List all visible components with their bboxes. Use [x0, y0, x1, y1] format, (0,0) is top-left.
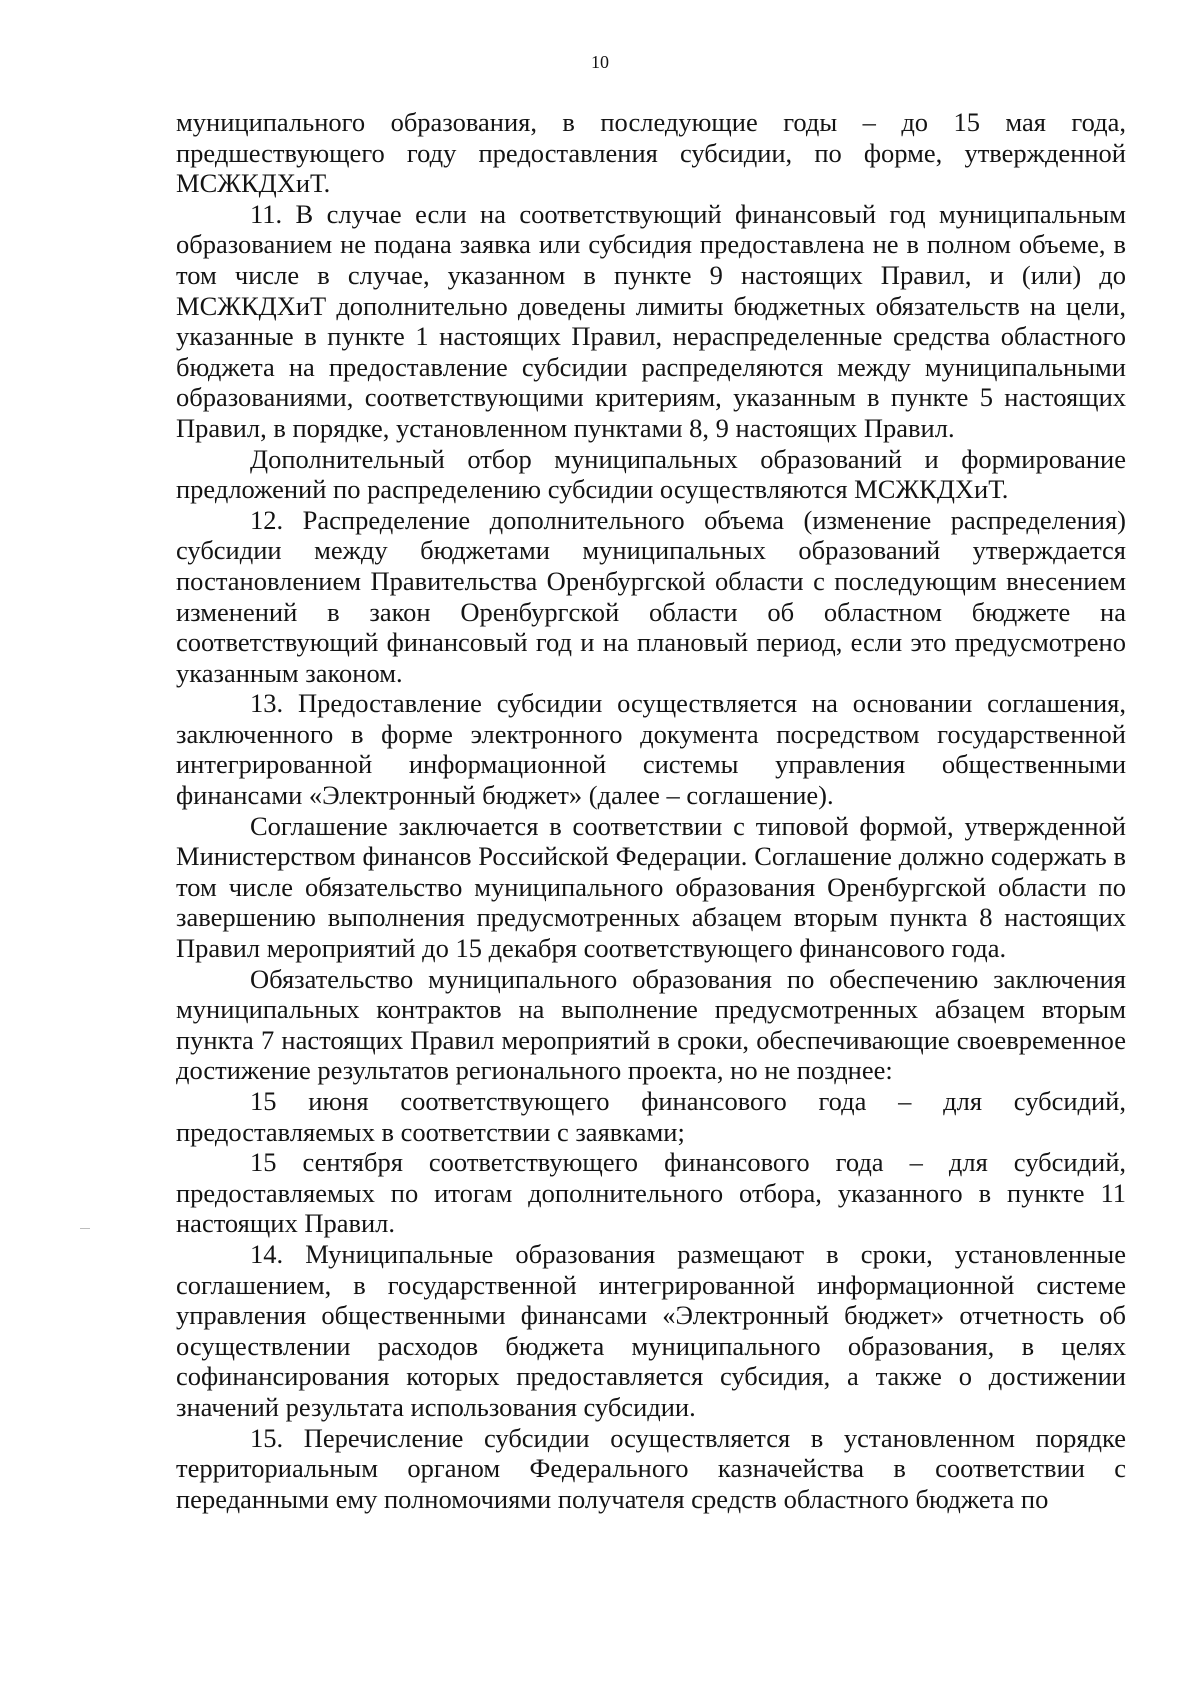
paragraph-agreement: Соглашение заключается в соответствии с типовой формой, утвержденной Министерством финансов Российской Федерации. Соглашение должно содержать в том числе обязательство муниципального образования Оренбургской области по завершению выполнения предусмотренных абзацем вторым пункта 8 настоящих Правил мероприятий до 15 декабря соответствующего финансового года.: [176, 810, 1126, 964]
paragraph-clause-13: 13. Предоставление субсидии осуществляется на основании соглашения, заключенного в форме электронного документа посредством государственной интегрированной информационной системы управления общественными финансами «Электронный бюджет» (далее – соглашение).: [176, 688, 1126, 811]
paragraph-continuation: муниципального образования, в последующие годы – до 15 мая года, предшествующего году предоставления субсидии, по форме, утвержденной МСЖКДХиТ.: [176, 107, 1126, 199]
paragraph-clause-12: 12. Распределение дополнительного объема (изменение распределения) субсидии между бюджетами муниципальных образований утверждается постановлением Правительства Оренбургской области с последующим внесением изменений в закон Оренбургской области об областном бюджете на соответствующий финансовый год и на плановый период, если это предусмотрено указанным законом.: [176, 504, 1126, 688]
paragraph-clause-11: 11. В случае если на соответствующий финансовый год муниципальным образованием не подана заявка или субсидия предоставлена не в полном объеме, в том числе в случае, указанном в пункте 9 настоящих Правил, и (или) до МСЖКДХиТ дополнительно доведены лимиты бюджетных обязательств на цели, указанные в пункте 1 настоящих Правил, нераспределенные средства областного бюджета на предоставление субсидии распределяются между муниципальными образованиями, соответствующими критериям, указанным в пункте 5 настоящих Правил, в порядке, установленном пунктами 8, 9 настоящих Правил.: [176, 198, 1126, 443]
paragraph-deadline-september: 15 сентября соответствующего финансового года – для субсидий, предоставляемых по итогам дополнительного отбора, указанного в пункте 11 настоящих Правил.: [176, 1147, 1126, 1239]
page-number: 10: [591, 52, 609, 72]
paragraph-deadline-june: 15 июня соответствующего финансового года – для субсидий, предоставляемых в соответствии с заявками;: [176, 1086, 1126, 1147]
paragraph-additional-selection: Дополнительный отбор муниципальных образований и формирование предложений по распределению субсидии осуществляются МСЖКДХиТ.: [176, 443, 1126, 505]
paragraph-obligation: Обязательство муниципального образования по обеспечению заключения муниципальных контрактов на выполнение предусмотренных абзацем вторым пункта 7 настоящих Правил мероприятий в сроки, обеспечивающие своевременное достижение результатов регионального проекта, но не позднее:: [176, 963, 1126, 1086]
paragraph-clause-15: 15. Перечисление субсидии осуществляется в установленном порядке территориальным органом Федерального казначейства в соответствии с переданными ему полномочиями получателя средств областного бюджета по: [176, 1422, 1126, 1514]
document-body: [176, 107, 1126, 1514]
margin-mark: [80, 1228, 90, 1229]
paragraph-clause-14: 14. Муниципальные образования размещают в сроки, установленные соглашением, в государственной интегрированной информационной системе управления общественными финансами «Электронный бюджет» отчетность об осуществлении расходов бюджета муниципального образования, в целях софинансирования которых предоставляется субсидия, а также о достижении значений результата использования субсидии.: [176, 1238, 1126, 1422]
